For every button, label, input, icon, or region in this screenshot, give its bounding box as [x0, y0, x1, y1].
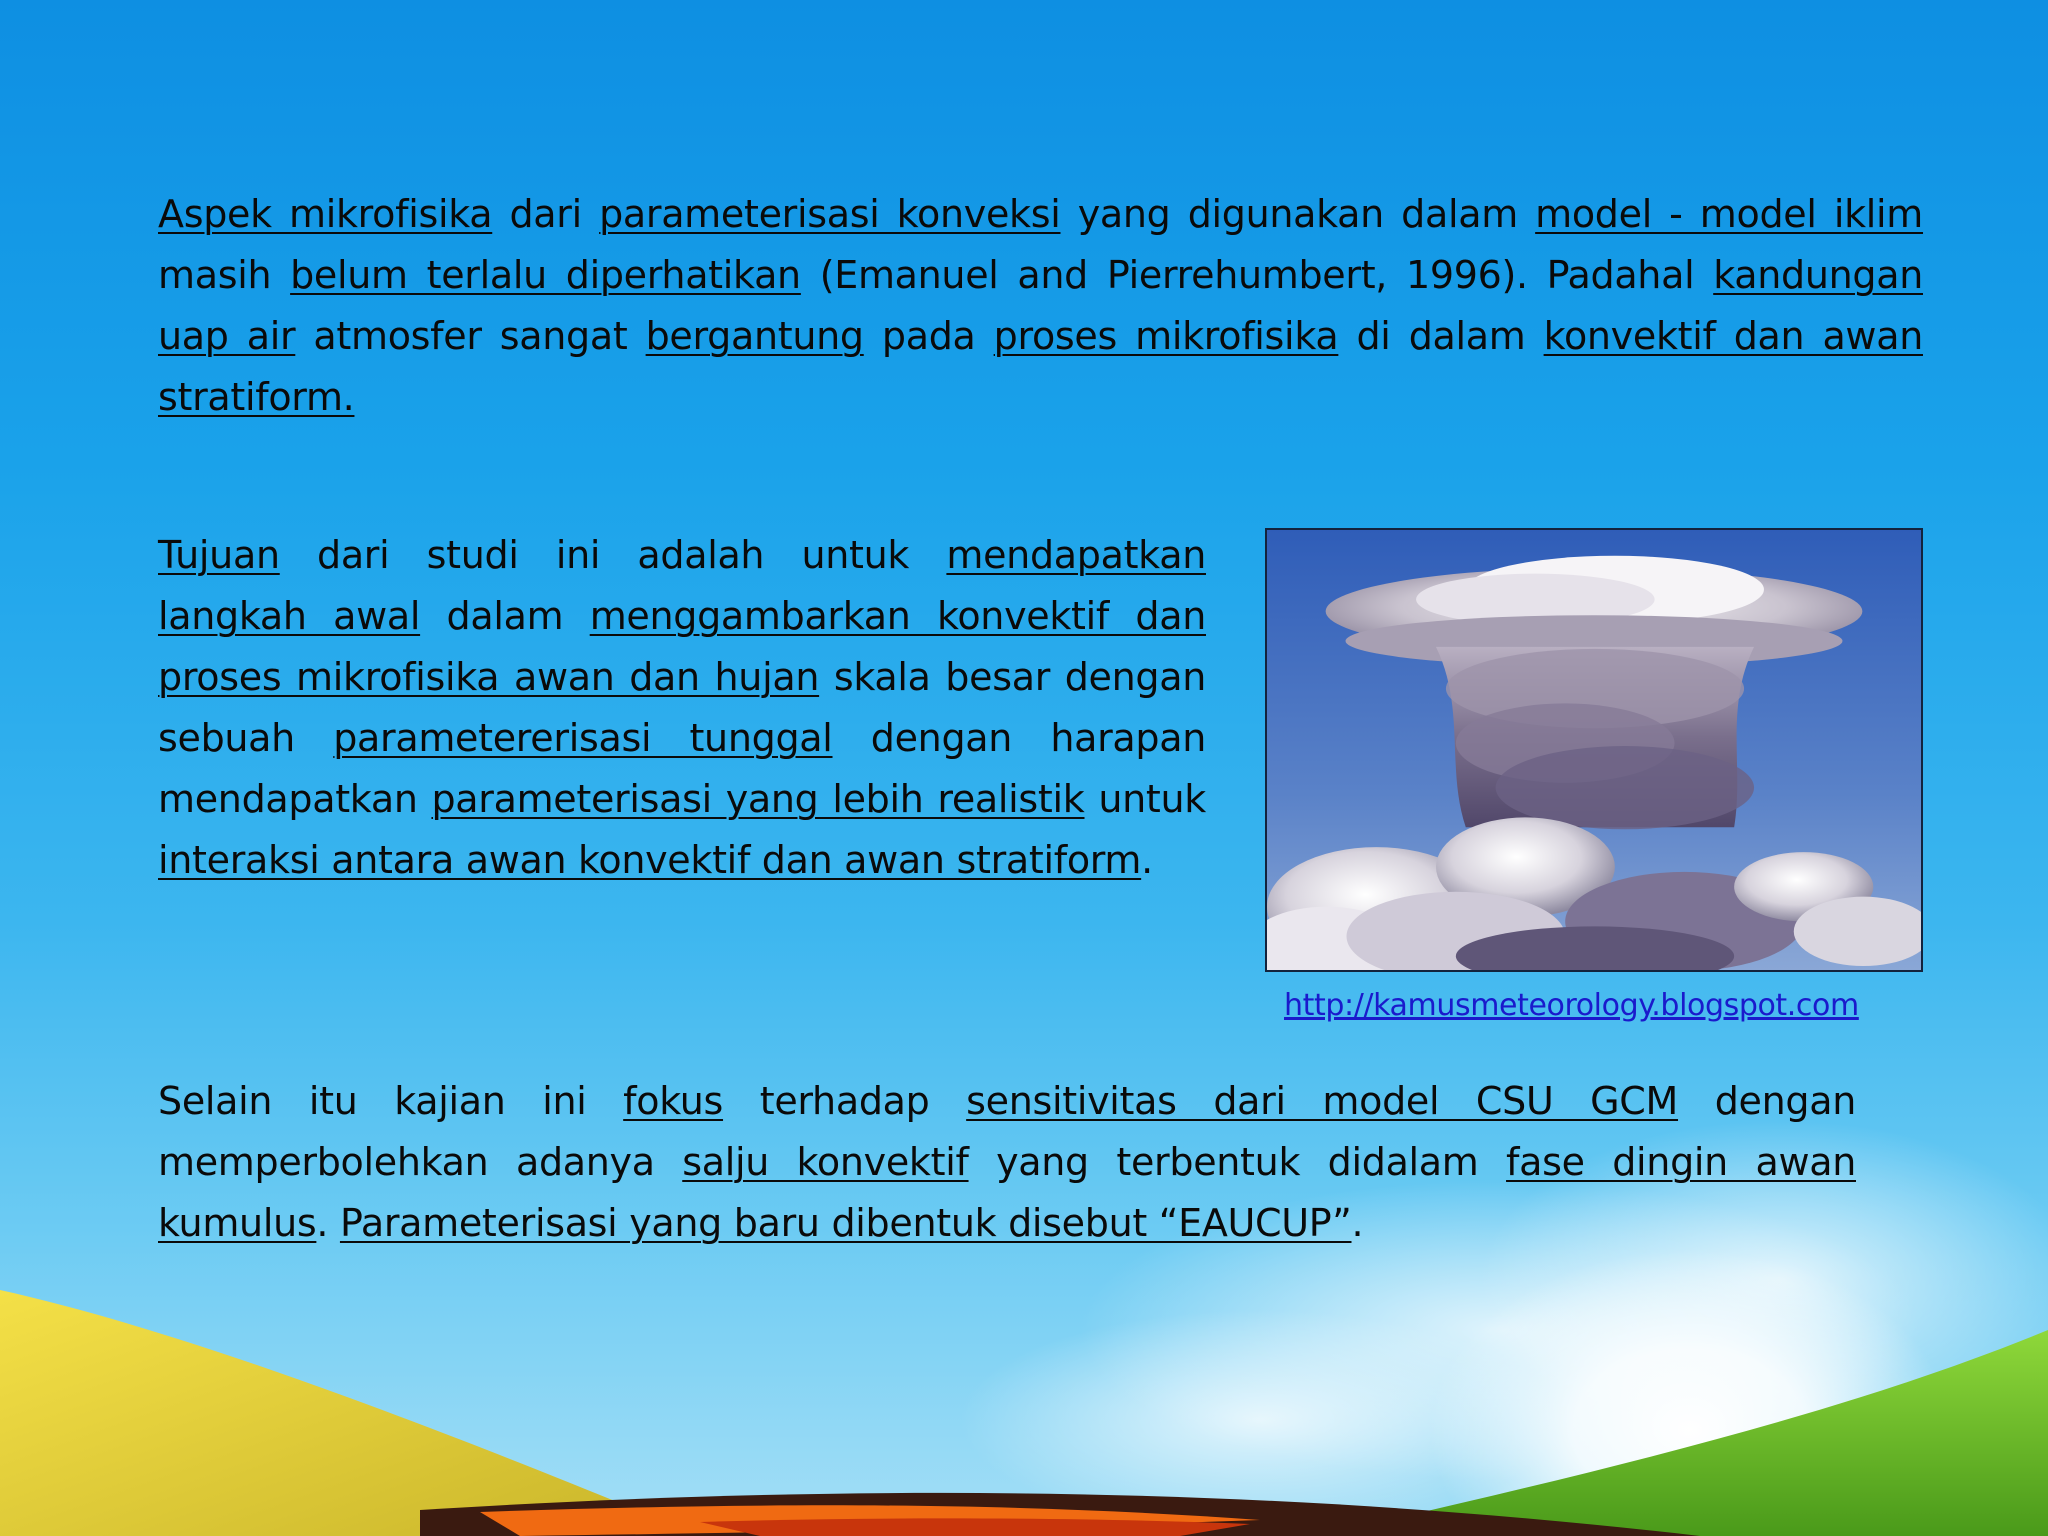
underlined-phrase: sensitivitas dari model CSU GCM — [966, 1079, 1679, 1123]
text-run: dengan harapan mendapatkan — [158, 716, 1206, 821]
paragraph-1 — [158, 184, 1923, 428]
underlined-phrase: Tujuan — [158, 533, 280, 577]
yellow-hill — [0, 1290, 700, 1536]
text-run: terhadap — [723, 1079, 967, 1123]
text-run: (Emanuel and Pierrehumbert, 1996). Padahal — [800, 253, 1714, 297]
text-run: dari — [492, 192, 600, 236]
text-run: untuk — [1084, 777, 1206, 821]
underlined-phrase: menggambarkan konvektif dan proses mikrofisika awan dan hujan — [158, 594, 1206, 699]
text-run: yang digunakan dalam — [1060, 192, 1536, 236]
cumulonimbus-cloud-photo — [1265, 528, 1923, 972]
underlined-phrase: proses mikrofisika — [993, 314, 1339, 358]
underlined-phrase: model - model iklim — [1535, 192, 1924, 236]
source-link[interactable]: http://kamusmeteorology.blogspot.com — [1284, 988, 1859, 1023]
underlined-phrase: belum terlalu diperhatikan — [290, 253, 801, 297]
text-run: . — [1351, 1201, 1364, 1245]
text-run: dari studi ini adalah untuk — [279, 533, 947, 577]
underlined-phrase: mendapatkan langkah awal — [158, 533, 1206, 638]
underlined-phrase: fokus — [623, 1079, 724, 1123]
text-run: skala besar dengan sebuah — [158, 655, 1206, 760]
underlined-phrase: Aspek mikrofisika — [158, 192, 493, 236]
text-run: di dalam — [1338, 314, 1544, 358]
underlined-phrase: interaksi antara awan konvektif dan awan stratiform — [158, 838, 1142, 882]
text-run: masih — [158, 253, 291, 297]
cumulonimbus-cloud-image — [1267, 530, 1921, 970]
underlined-phrase: bergantung — [645, 314, 864, 358]
text-run: yang terbentuk didalam — [968, 1140, 1507, 1184]
text-run: . — [1141, 838, 1153, 882]
underlined-phrase: parametererisasi tunggal — [333, 716, 833, 760]
underlined-phrase: Parameterisasi yang baru dibentuk disebut “EAUCUP” — [339, 1201, 1352, 1245]
text-run: dengan memperbolehkan adanya — [158, 1079, 1856, 1184]
underlined-phrase: konvektif dan awan stratiform. — [158, 314, 1923, 419]
underlined-phrase: parameterisasi yang lebih realistik — [431, 777, 1085, 821]
text-run: atmosfer sangat — [295, 314, 646, 358]
text-run: dalam — [420, 594, 590, 638]
text-run: Selain itu kajian ini — [158, 1079, 624, 1123]
underlined-phrase: fase dingin awan kumulus — [158, 1140, 1856, 1245]
paragraph-2 — [158, 525, 1206, 891]
underlined-phrase: salju konvektif — [682, 1140, 969, 1184]
text-run: pada — [863, 314, 994, 358]
text-run: . — [316, 1201, 340, 1245]
underlined-phrase: kandungan uap air — [158, 253, 1923, 358]
paragraph-3 — [158, 1071, 1856, 1254]
underlined-phrase: parameterisasi konveksi — [599, 192, 1061, 236]
